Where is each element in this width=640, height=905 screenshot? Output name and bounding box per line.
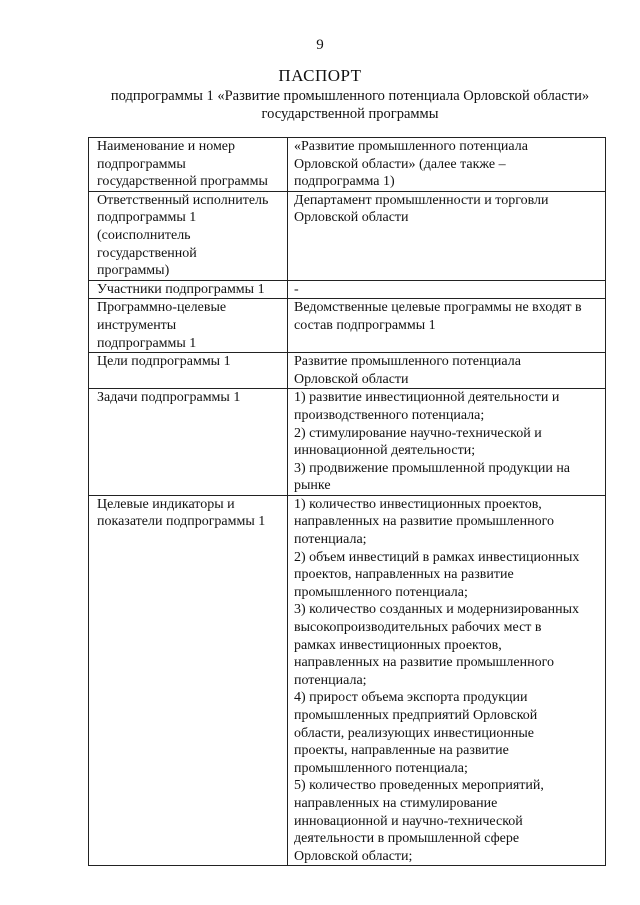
row-label-line: Наименование и номер	[97, 139, 236, 154]
row-value-line: рынке	[294, 478, 331, 494]
table-row	[89, 353, 606, 389]
row-value-line: инновационной деятельности;	[294, 443, 476, 459]
row-label-line: государственной	[97, 245, 197, 261]
row-value-cell	[288, 191, 606, 280]
row-label-line: подпрограммы	[97, 156, 186, 172]
table-row	[89, 138, 606, 192]
row-value-line: потенциала;	[294, 672, 367, 688]
row-label-line: программы)	[97, 263, 170, 279]
row-label-line: подпрограммы 1	[97, 335, 197, 351]
row-label-line: показатели подпрограммы 1	[97, 514, 266, 530]
row-value-line: области, реализующих инвестиционные	[294, 725, 534, 741]
row-value-cell	[288, 353, 606, 389]
row-value-cell	[288, 389, 606, 496]
row-value-line: Орловской области	[294, 371, 409, 387]
row-value-line: промышленных предприятий Орловской	[294, 708, 538, 723]
row-value-line: промышленного потенциала;	[294, 760, 468, 776]
row-value-line: направленных на развитие промышленного	[294, 655, 554, 671]
row-value-cell	[288, 299, 606, 353]
row-label-cell	[89, 353, 288, 389]
row-label-cell	[89, 299, 288, 353]
row-value-line: Департамент промышленности и торговли	[294, 192, 549, 208]
row-label-line: Задачи подпрограммы 1	[97, 390, 241, 406]
table-row	[89, 299, 606, 353]
row-value-line: инновационной и научно-технической	[294, 813, 523, 829]
row-value-line: потенциала;	[294, 532, 367, 548]
row-label-cell	[89, 191, 288, 280]
row-label-line: подпрограммы 1	[97, 210, 197, 226]
passport-table	[88, 137, 606, 866]
row-label-line: инструменты	[97, 317, 177, 333]
document-subtitle: подпрограммы 1 «Развитие промышленного потенциала Орловской области»	[110, 88, 590, 104]
row-value-line: направленных на стимулирование	[294, 795, 498, 811]
row-value-line: подпрограмма 1)	[294, 174, 395, 190]
row-value-line: Орловской области» (далее также –	[294, 156, 506, 172]
table-row	[89, 280, 606, 299]
row-value-line: проектов, направленных на развитие	[294, 567, 514, 583]
row-value-line: 1) развитие инвестиционной деятельности и	[294, 390, 560, 406]
row-label-line: Программно-целевые	[97, 300, 227, 316]
row-label-cell	[89, 280, 288, 299]
row-value-line: 3) продвижение промышленной продукции на	[294, 460, 571, 476]
row-value-cell	[288, 495, 606, 865]
row-value-line: производственного потенциала;	[294, 407, 485, 423]
row-label-line: Целевые индикаторы и	[97, 496, 235, 512]
page-number: 9	[316, 37, 324, 53]
table-row	[89, 495, 606, 865]
row-value-cell	[288, 138, 606, 192]
row-value-line: деятельности в промышленной сфере	[294, 831, 520, 847]
row-value-line: 2) стимулирование научно-технической и	[294, 425, 542, 441]
row-label-line: Цели подпрограммы 1	[97, 354, 231, 370]
row-value-line: высокопроизводительных рабочих мест в	[294, 620, 542, 636]
row-label-line: (соисполнитель	[97, 227, 191, 243]
table-row	[89, 389, 606, 496]
row-value-line: 5) количество проведенных мероприятий,	[294, 778, 544, 794]
row-label-line: государственной программы	[97, 174, 268, 190]
document-subtitle-continued: государственной программы	[261, 106, 439, 122]
row-label-cell	[89, 138, 288, 192]
row-label-cell	[89, 495, 288, 865]
row-value-line: рамках инвестиционных проектов,	[294, 637, 502, 653]
row-value-line: направленных на развитие промышленного	[294, 514, 554, 530]
row-label-line: Ответственный исполнитель	[97, 192, 269, 208]
row-value-line: состав подпрограммы 1	[294, 317, 436, 333]
row-value-line: -	[294, 281, 299, 297]
row-value-line: промышленного потенциала;	[294, 584, 468, 600]
passport-table-body	[89, 138, 606, 866]
row-value-line: 3) количество созданных и модернизированных	[294, 602, 580, 618]
table-row	[89, 191, 606, 280]
row-value-line: 1) количество инвестиционных проектов,	[294, 496, 542, 512]
row-value-line: Орловской области	[294, 210, 409, 226]
row-value-line: проекты, направленные на развитие	[294, 743, 509, 759]
row-value-line: Ведомственные целевые программы не входят в	[294, 300, 582, 316]
row-value-line: Орловской области;	[294, 848, 413, 864]
row-label-line: Участники подпрограммы 1	[97, 281, 265, 297]
row-value-line: 2) объем инвестиций в рамках инвестиционных	[294, 549, 580, 565]
row-value-line: Развитие промышленного потенциала	[294, 354, 521, 370]
row-label-cell	[89, 389, 288, 496]
document-title: ПАСПОРТ	[278, 66, 362, 85]
row-value-line: 4) прирост объема экспорта продукции	[294, 690, 528, 706]
row-value-line: «Развитие промышленного потенциала	[294, 139, 528, 154]
row-value-cell	[288, 280, 606, 299]
